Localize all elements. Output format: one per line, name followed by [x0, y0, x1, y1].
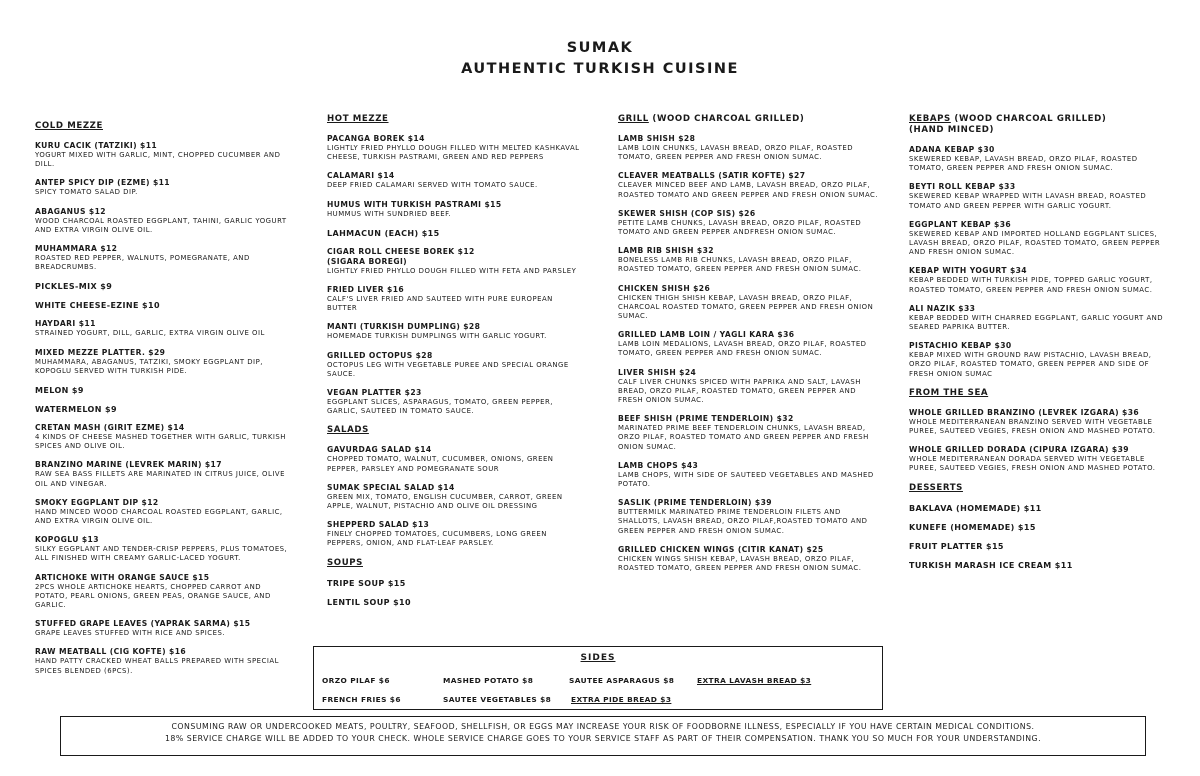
menu-item-name: ADANA KEBAP $30	[909, 145, 995, 154]
menu-item	[35, 619, 290, 638]
menu-item	[35, 498, 290, 526]
menu-item	[35, 385, 290, 396]
menu-item-name: SHEPPERD SALAD $13	[327, 520, 430, 530]
grill-list	[618, 134, 880, 573]
menu-item-name: GRILLED LAMB LOIN / YAGLI KARA $36	[618, 330, 795, 340]
menu-item-name: WHITE CHEESE-EZINE $10	[35, 301, 160, 311]
menu-item-description: GREEN MIX, TOMATO, ENGLISH CUCUMBER, CARROT, GREEN APPLE, WALNUT, PISTACHIO AND OLIVE OIL DRESSING	[327, 492, 563, 511]
hot-mezze-list	[327, 134, 582, 416]
kebaps-title-rest: (WOOD CHARCOAL GRILLED)	[950, 114, 1107, 124]
menu-item-name: WATERMELON $9	[35, 405, 117, 415]
menu-item-description: KEBAP BEDDED WITH TURKISH PIDE, TOPPED GARLIC YOGURT, ROASTED TOMATO, GREEN PEPPER AND FRESH ONION SUMAC.	[909, 276, 1153, 294]
menu-item-description: SKEWERED KEBAP WRAPPED WITH LAVASH BREAD, ROASTED TOMATO AND GREEN PEPPER WITH GARLIC YOGURT.	[909, 192, 1147, 210]
menu-item-description: HAND MINCED WOOD CHARCOAL ROASTED EGGPLANT, GARLIC, AND EXTRA VIRGIN OLIVE OIL.	[35, 507, 283, 526]
column-kebaps	[909, 114, 1171, 579]
menu-item	[327, 134, 582, 162]
menu-item	[327, 351, 582, 379]
menu-item	[35, 319, 290, 338]
side-item: SAUTEE ASPARAGUS $8	[569, 676, 675, 685]
menu-item-name: KEBAP WITH YOGURT $34	[909, 266, 1027, 276]
menu-item-name: TURKISH MARASH ICE CREAM $11	[909, 560, 1073, 570]
menu-item-description: RAW SEA BASS FILLETS ARE MARINATED IN CITRUS JUICE, OLIVE OIL AND VINEGAR.	[35, 470, 285, 488]
menu-item	[35, 647, 290, 675]
footer-line-2: 18% SERVICE CHARGE WILL BE ADDED TO YOUR CHECK. WHOLE SERVICE CHARGE GOES TO YOUR SERVICE STAFF AS PART OF THEIR COMPENSATION. THANK YOU SO MUCH FOR YOUR UNDERSTANDING.	[164, 734, 1042, 743]
menu-item-description: CALF'S LIVER FRIED AND SAUTEED WITH PURE EUROPEAN BUTTER	[327, 295, 553, 313]
menu-item-description: LAMB CHOPS, WITH SIDE OF SAUTEED VEGETABLES AND MASHED POTATO.	[618, 470, 874, 489]
menu-item	[909, 266, 1171, 294]
menu-item-description: WOOD CHARCOAL ROASTED EGGPLANT, TAHINI, GARLIC YOGURT AND EXTRA VIRGIN OLIVE OIL.	[35, 216, 287, 234]
column-grill	[618, 114, 880, 582]
menu-item-name: LAHMACUN (EACH) $15	[327, 228, 440, 238]
menu-item-name: BRANZINO MARINE (LEVREK MARIN) $17	[35, 460, 222, 470]
menu-item	[327, 171, 582, 190]
menu-item	[618, 414, 880, 452]
menu-item-name: MIXED MEZZE PLATTER. $29	[35, 347, 166, 357]
cold-mezze-list	[35, 141, 290, 676]
menu-item	[909, 541, 1171, 552]
menu-item-name: WHOLE GRILLED DORADA (CIPURA IZGARA) $39	[909, 445, 1129, 455]
menu-item-description: 2PCS WHOLE ARTICHOKE HEARTS, CHOPPED CARROT AND POTATO, PEARL ONIONS, GREEN PEAS, ORANGE SAUCE, AND GARLIC.	[35, 582, 271, 610]
section-title-cold-mezze: COLD MEZZE	[35, 121, 103, 131]
menu-item-description: CHICKEN THIGH SHISH KEBAP, LAVASH BREAD, ORZO PILAF, CHARCOAL ROASTED TOMATO, GREEN PEPPER AND FRESH ONION SUMAC.	[618, 293, 874, 321]
section-title-hot-mezze: HOT MEZZE	[327, 114, 389, 124]
menu-item	[909, 560, 1171, 571]
menu-item-name: MANTI (TURKISH DUMPLING) $28	[327, 322, 481, 332]
menu-item-name: PACANGA BOREK $14	[327, 134, 425, 143]
menu-item-description: KEBAP MIXED WITH GROUND RAW PISTACHIO, LAVASH BREAD, ORZO PILAF, ROASTED TOMATO, GREEN PEPPER AND SIDE OF FRESH ONION SUMAC	[909, 351, 1152, 378]
menu-item	[909, 182, 1171, 210]
menu-item-name: BEEF SHISH (PRIME TENDERLOIN) $32	[618, 414, 794, 424]
menu-item	[327, 247, 582, 276]
menu-item-name: CLEAVER MEATBALLS (SATIR KOFTE) $27	[618, 171, 806, 181]
menu-item	[35, 573, 290, 611]
menu-item	[618, 171, 880, 199]
section-title-kebaps	[909, 114, 1171, 136]
menu-item-name: LIVER SHISH $24	[618, 367, 697, 377]
menu-item	[327, 578, 582, 589]
menu-item	[327, 445, 582, 473]
side-item: MASHED POTATO $8	[443, 676, 534, 685]
menu-item-description: 4 KINDS OF CHEESE MASHED TOGETHER WITH GARLIC, TURKISH SPICES AND OLIVE OIL.	[35, 433, 286, 451]
menu-item-description: MUHAMMARA, ABAGANUS, TATZIKI, SMOKY EGGPLANT DIP, KOPOGLU SERVED WITH TURKISH PIDE.	[35, 357, 263, 375]
menu-item-description: SPICY TOMATO SALAD DIP.	[35, 188, 138, 197]
menu-item	[327, 228, 582, 239]
menu-item-name: CHICKEN SHISH $26	[618, 283, 711, 293]
menu-item-description: EGGPLANT SLICES, ASPARAGUS, TOMATO, GREEN PEPPER, GARLIC, SAUTEED IN TOMATO SAUCE.	[327, 398, 553, 416]
column-cold-mezze	[35, 114, 290, 685]
menu-item-description: GRAPE LEAVES STUFFED WITH RICE AND SPICES.	[35, 629, 226, 638]
menu-item-description: BUTTERMILK MARINATED PRIME TENDERLOIN FILETS AND SHALLOTS, LAVASH BREAD, ORZO PILAF,ROASTED TOMATO AND GREEN PEPPER AND FRESH ONION SUMAC.	[618, 508, 868, 535]
side-item: FRENCH FRIES $6	[322, 695, 401, 704]
menu-item-name: KUNEFE (HOMEMADE) $15	[909, 522, 1036, 532]
menu-item	[909, 145, 1171, 173]
menu-item-description: LAMB LOIN MEDALIONS, LAVASH BREAD, ORZO PILAF, ROASTED TOMATO, GREEN PEPPER AND FRESH ONION SUMAC.	[618, 340, 867, 358]
menu-item-name: VEGAN PLATTER $23	[327, 388, 422, 398]
menu-item-description: LIGHTLY FRIED PHYLLO DOUGH FILLED WITH MELTED KASHKAVAL CHEESE, TURKISH PASTRAMI, GREEN AND RED PEPPERS	[327, 144, 580, 162]
restaurant-name: SUMAK	[566, 40, 634, 56]
side-item: ORZO PILAF $6	[322, 676, 390, 685]
menu-item	[35, 244, 290, 272]
menu-item-description: OCTOPUS LEG WITH VEGETABLE PUREE AND SPECIAL ORANGE SAUCE.	[327, 360, 569, 378]
menu-item	[618, 134, 880, 162]
menu-item	[35, 535, 290, 563]
menu-item	[909, 341, 1171, 379]
menu-item	[618, 498, 880, 536]
menu-item-name: TRIPE SOUP $15	[327, 578, 406, 588]
menu-item-name: CIGAR ROLL CHEESE BOREK $12	[327, 246, 475, 256]
menu-item-name: KOPOGLU $13	[35, 535, 99, 545]
menu-item	[35, 348, 290, 376]
menu-item-name: KURU CACIK (TATZIKI) $11	[35, 141, 158, 150]
menu-item-description: CALF LIVER CHUNKS SPICED WITH PAPRIKA AND SALT, LAVASH BREAD, ORZO PILAF, ROASTED TOMATO, GREEN PEPPER AND FRESH ONION SUMAC.	[618, 377, 861, 405]
menu-item	[909, 304, 1171, 332]
menu-item-name: PICKLES-MIX $9	[35, 282, 113, 292]
menu-item-description: ROASTED RED PEPPER, WALNUTS, POMEGRANATE, AND BREADCRUMBS.	[35, 254, 250, 272]
menu-item-description: KEBAP BEDDED WITH CHARRED EGGPLANT, GARLIC YOGURT AND SEARED PAPRIKA BUTTER.	[909, 313, 1164, 332]
menu-item-name: SUMAK SPECIAL SALAD $14	[327, 482, 455, 492]
menu-item-name: HAYDARI $11	[35, 319, 96, 329]
kebaps-title-underlined: KEBAPS	[909, 114, 951, 124]
menu-item	[35, 423, 290, 451]
menu-item	[909, 220, 1171, 258]
section-title-from-the-sea: FROM THE SEA	[909, 387, 989, 398]
footer-line-1: CONSUMING RAW OR UNDERCOOKED MEATS, POULTRY, SEAFOOD, SHELLFISH, OR EGGS MAY INCREASE YOUR RISK OF FOODBORNE ILLNESS, ESPECIALLY IF YOU HAVE CERTAIN MEDICAL CONDITIONS.	[171, 722, 1035, 731]
menu-item-name: ANTEP SPICY DIP (EZME) $11	[35, 178, 170, 188]
menu-item	[618, 209, 880, 237]
menu-item-description: STRAINED YOGURT, DILL, GARLIC, EXTRA VIRGIN OLIVE OIL	[35, 329, 265, 338]
menu-item	[327, 520, 582, 548]
menu-item-name: SKEWER SHISH (COP SIS) $26	[618, 208, 756, 218]
desserts-list	[909, 503, 1171, 571]
menu-item-name: BEYTI ROLL KEBAP $33	[909, 182, 1016, 192]
menu-item-description: SKEWERED KEBAP AND IMPORTED HOLLAND EGGPLANT SLICES, LAVASH BREAD, ORZO PILAF, ROASTED TOMATO, GREEN PEPPER AND FRESH ONION SUMAC.	[909, 229, 1161, 257]
menu-item	[909, 503, 1171, 514]
menu-item-name: LENTIL SOUP $10	[327, 597, 411, 607]
menu-item-description: WHOLE MEDITERRANEAN DORADA SERVED WITH VEGETABLE PUREE, SAUTEED VEGIES, FRESH ONION AND MASHED POTATO.	[909, 455, 1156, 473]
from-the-sea-list	[909, 408, 1171, 474]
menu-item-description: LAMB LOIN CHUNKS, LAVASH BREAD, ORZO PILAF, ROASTED TOMATO, GREEN PEPPER AND FRESH ONION SUMAC.	[618, 144, 854, 162]
menu-item	[618, 330, 880, 358]
menu-item	[327, 483, 582, 511]
menu-item	[35, 141, 290, 169]
menu-item-description: CHOPPED TOMATO, WALNUT, CUCUMBER, ONIONS, GREEN PEPPER, PARSLEY AND POMEGRANATE SOUR	[327, 455, 554, 473]
side-item: EXTRA PIDE BREAD $3	[571, 695, 672, 704]
menu-item	[35, 207, 290, 235]
menu-item-name: CRETAN MASH (GIRIT EZME) $14	[35, 423, 185, 433]
menu-item-description: BONELESS LAMB RIB CHUNKS, LAVASH BREAD, ORZO PILAF, ROASTED TOMATO, GREEN PEPPER AND FRESH ONION SUMAC.	[618, 256, 862, 274]
menu-item-description: FINELY CHOPPED TOMATOES, CUCUMBERS, LONG GREEN PEPPERS, ONION, AND FLAT-LEAF PARSLEY.	[327, 530, 547, 548]
menu-item-description: DEEP FRIED CALAMARI SERVED WITH TOMATO SAUCE.	[327, 181, 538, 190]
menu-item-name: LAMB RIB SHISH $32	[618, 246, 714, 256]
menu-item-name: ARTICHOKE WITH ORANGE SAUCE $15	[35, 572, 210, 582]
menu-item-description: LIGHTLY FRIED PHYLLO DOUGH FILLED WITH FETA AND PARSLEY	[327, 266, 577, 275]
menu-item-name: FRIED LIVER $16	[327, 285, 405, 295]
menu-item-description: MARINATED PRIME BEEF TENDERLOIN CHUNKS, LAVASH BREAD, ORZO PILAF, ROASTED TOMATO AND GREEN PEPPER AND FRESH ONION SUMAC.	[618, 424, 869, 451]
menu-item-name: BAKLAVA (HOMEMADE) $11	[909, 503, 1042, 513]
menu-item-name: LAMB SHISH $28	[618, 134, 696, 143]
kebaps-list	[909, 145, 1171, 379]
menu-item-name: GAVURDAG SALAD $14	[327, 445, 432, 455]
menu-item-name: WHOLE GRILLED BRANZINO (LEVREK IZGARA) $36	[909, 407, 1140, 417]
menu-item	[35, 460, 290, 488]
menu-item-name: MUHAMMARA $12	[35, 244, 118, 254]
sides-title: SIDES	[580, 653, 616, 663]
salads-list	[327, 445, 582, 548]
section-title-salads: SALADS	[327, 425, 369, 436]
menu-item-description: SKEWERED KEBAP, LAVASH BREAD, ORZO PILAF, ROASTED TOMATO, GREEN PEPPER AND FRESH ONION SUMAC.	[909, 155, 1138, 173]
menu-item-name-line2: (SIGARA BOREGI)	[327, 256, 408, 266]
menu-item-name: ALI NAZIK $33	[909, 303, 976, 313]
menu-item-description: CLEAVER MINCED BEEF AND LAMB, LAVASH BREAD, ORZO PILAF, ROASTED TOMATO AND GREEN PEPPER AND FRESH ONION SUMAC.	[618, 181, 879, 199]
menu-item-name: HUMUS WITH TURKISH PASTRAMI $15	[327, 199, 502, 209]
menu-item	[618, 461, 880, 489]
menu-item-name: CALAMARI $14	[327, 171, 395, 181]
grill-title-underlined: GRILL	[618, 114, 649, 124]
menu-item	[909, 408, 1171, 436]
menu-item-description: HAND PATTY CRACKED WHEAT BALLS PREPARED WITH SPECIAL SPICES BLENDED (6PCS).	[35, 657, 279, 675]
menu-item	[35, 404, 290, 415]
soups-list	[327, 578, 582, 608]
section-title-desserts: DESSERTS	[909, 482, 963, 493]
menu-item	[327, 597, 582, 608]
menu-item-name: PISTACHIO KEBAP $30	[909, 341, 1012, 351]
menu-item-description: YOGURT MIXED WITH GARLIC, MINT, CHOPPED CUCUMBER AND DILL.	[35, 151, 281, 169]
column-hot-mezze	[327, 114, 582, 616]
section-title-soups: SOUPS	[327, 557, 363, 568]
menu-item	[327, 322, 582, 341]
menu-item-name: LAMB CHOPS $43	[618, 460, 699, 470]
side-item: EXTRA LAVASH BREAD $3	[697, 676, 812, 685]
menu-item-description: WHOLE MEDITERRANEAN BRANZINO SERVED WITH VEGETABLE PUREE, SAUTEED VEGIES, FRESH ONION AND MASHED POTATO.	[909, 417, 1156, 436]
menu-item-description: PETITE LAMB CHUNKS, LAVASH BREAD, ORZO PILAF, ROASTED TOMATO AND GREEN PEPPER ANDFRESH ONION SUMAC.	[618, 218, 862, 237]
menu-item	[35, 300, 290, 311]
menu-item-description: HOMEMADE TURKISH DUMPLINGS WITH GARLIC YOGURT.	[327, 332, 547, 341]
kebaps-title-line2: (HAND MINCED)	[909, 125, 995, 135]
menu-item-name: GRILLED CHICKEN WINGS (CITIR KANAT) $25	[618, 544, 824, 554]
menu-item	[35, 178, 290, 197]
menu-item-name: MELON $9	[35, 386, 84, 396]
menu-item	[618, 545, 880, 573]
section-title-grill	[618, 114, 880, 125]
menu-item	[909, 445, 1171, 473]
menu-item	[909, 522, 1171, 533]
sides-box	[313, 646, 883, 710]
menu-item	[327, 388, 582, 416]
menu-item-description: HUMMUS WITH SUNDRIED BEEF.	[327, 209, 452, 218]
menu-item-description: SILKY EGGPLANT AND TENDER-CRISP PEPPERS, PLUS TOMATOES, ALL FINISHED WITH CREAMY GARLIC-LACED YOGURT.	[35, 545, 288, 563]
menu-item	[327, 200, 582, 219]
menu-item-name: STUFFED GRAPE LEAVES (YAPRAK SARMA) $15	[35, 619, 251, 629]
menu-item	[327, 285, 582, 313]
grill-title-rest: (WOOD CHARCOAL GRILLED)	[648, 114, 805, 124]
menu-item-name: RAW MEATBALL (CIG KOFTE) $16	[35, 647, 187, 657]
menu-item-name: SASLIK (PRIME TENDERLOIN) $39	[618, 498, 772, 508]
menu-item-name: GRILLED OCTOPUS $28	[327, 350, 433, 360]
side-item: SAUTEE VEGETABLES $8	[443, 695, 552, 704]
menu-item-name: ABAGANUS $12	[35, 206, 106, 216]
menu-item	[618, 284, 880, 322]
menu-item	[618, 246, 880, 274]
menu-item	[618, 368, 880, 406]
menu-item-description: CHICKEN WINGS SHISH KEBAP, LAVASH BREAD, ORZO PILAF, ROASTED TOMATO, GREEN PEPPER AND FRESH ONION SUMAC.	[618, 554, 862, 573]
menu-item-name: SMOKY EGGPLANT DIP $12	[35, 497, 159, 507]
menu-item-name: EGGPLANT KEBAP $36	[909, 219, 1012, 229]
menu-item	[35, 281, 290, 292]
footer-disclaimer	[60, 716, 1146, 756]
menu-item-name: FRUIT PLATTER $15	[909, 541, 1004, 551]
restaurant-subtitle: AUTHENTIC TURKISH CUISINE	[461, 61, 739, 77]
